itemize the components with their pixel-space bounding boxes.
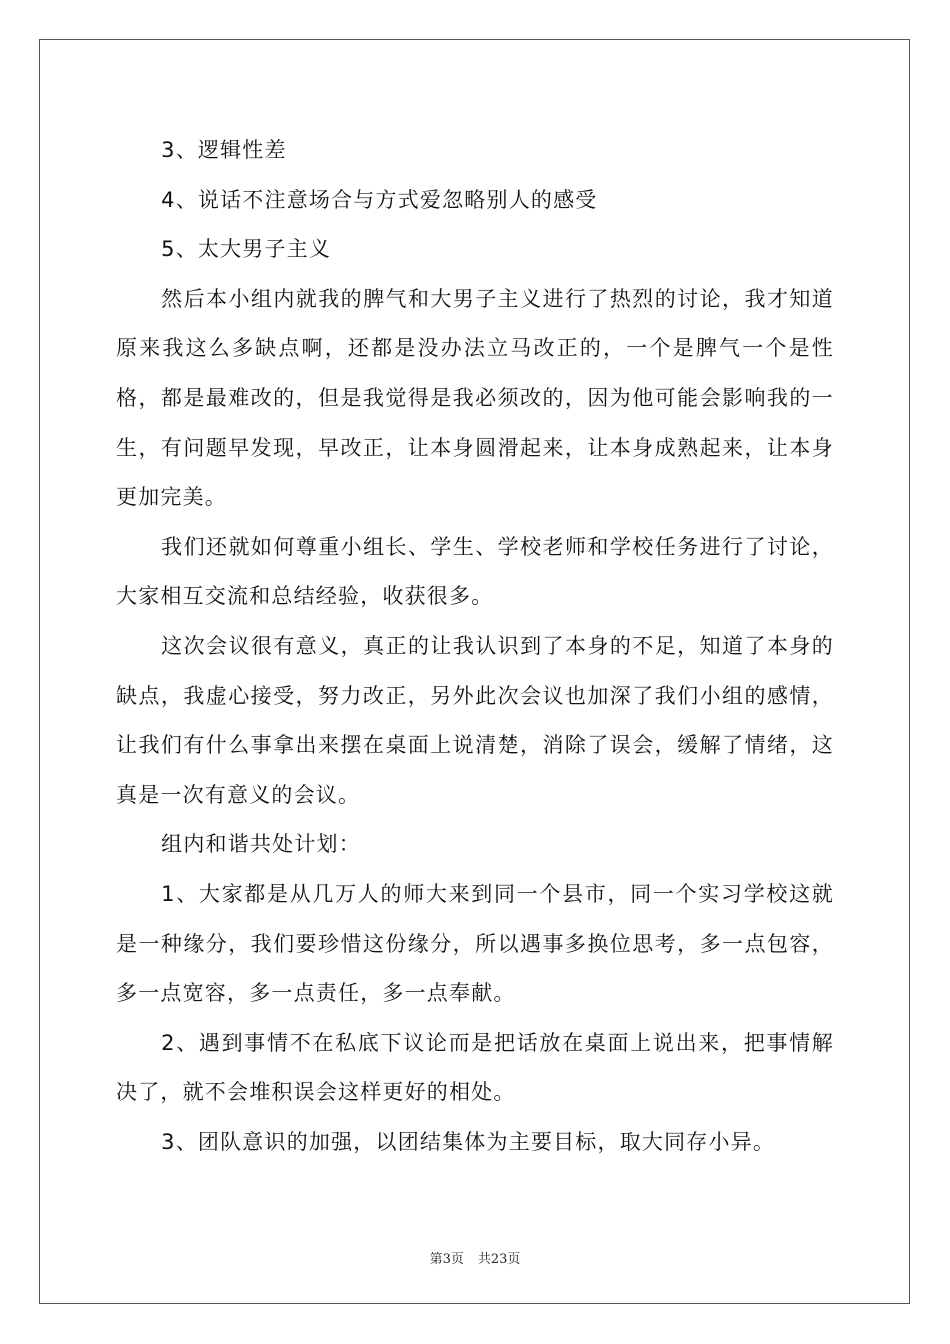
document-body: [116, 126, 834, 1167]
paragraph: 4、说话不注意场合与方式爱忽略别人的感受: [161, 187, 598, 212]
paragraph: 3、团队意识的加强，以团结集体为主要目标，取大同存小异。: [161, 1129, 776, 1154]
paragraph: 组内和谐共处计划：: [161, 832, 361, 857]
paragraph: 1、大家都是从几万人的师大来到同一个县市，同一个实习学校这就是一种缘分，我们要珍惜这份缘分，所以遇事多换位思考，多一点包容，多一点宽容，多一点责任，多一点奉献。: [116, 881, 834, 1006]
paragraph: 然后本小组内就我的脾气和大男子主义进行了热烈的讨论，我才知道原来我这么多缺点啊，还都是没办法立马改正的，一个是脾气一个是性格，都是最难改的，但是我觉得是我必须改的，因为他可能会影响我的一生，有问题早发现，早改正，让本身圆滑起来，让本身成熟起来，让本身更加完美。: [116, 286, 834, 510]
page-total: 共23页: [477, 1252, 521, 1267]
paragraph: 5、太大男子主义: [161, 237, 332, 262]
page-number: 第3页: [429, 1252, 464, 1267]
page-footer: [0, 1248, 950, 1267]
paragraph: 这次会议很有意义，真正的让我认识到了本身的不足，知道了本身的缺点，我虚心接受，努力改正，另外此次会议也加深了我们小组的感情，让我们有什么事拿出来摆在桌面上说清楚，消除了误会，缓解了情绪，这真是一次有意义的会议。: [116, 633, 834, 807]
paragraph: 我们还就如何尊重小组长、学生、学校老师和学校任务进行了讨论，大家相互交流和总结经验，收获很多。: [116, 534, 834, 609]
paragraph: 2、遇到事情不在私底下议论而是把话放在桌面上说出来，把事情解决了，就不会堆积误会这样更好的相处。: [116, 1030, 834, 1105]
paragraph: 3、逻辑性差: [161, 138, 287, 162]
